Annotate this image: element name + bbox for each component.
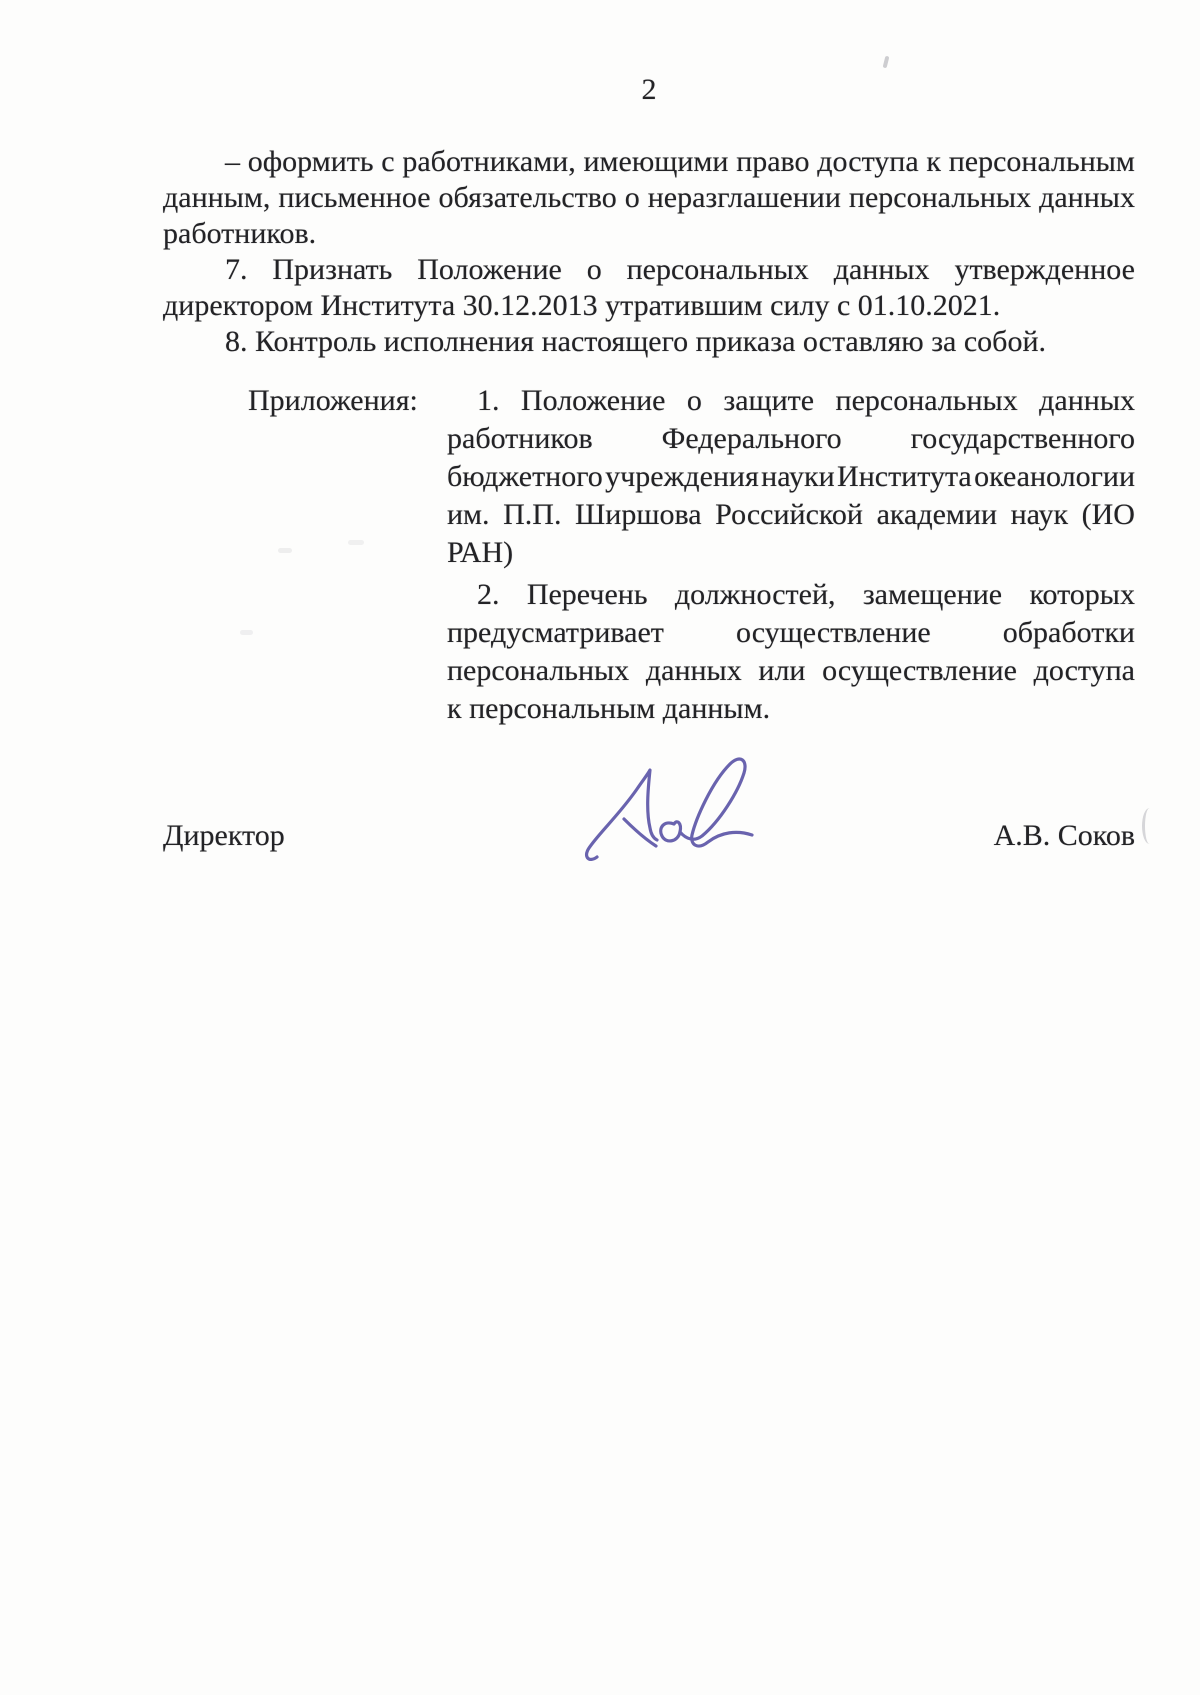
text-line: бюджетного учреждения науки Института океанологии — [447, 460, 1135, 493]
attachments-label: Приложения: — [248, 384, 418, 417]
text-column — [163, 0, 1135, 854]
text-line: 2. Перечень должностей, замещение которых — [477, 578, 1135, 611]
text-line: данным, письменное обязательство о неразглашении персональных данных — [163, 181, 1135, 214]
signatory-name: А.В. Соков — [993, 819, 1135, 852]
text-line: им. П.П. Ширшова Российской академии наук (ИО — [447, 498, 1135, 531]
scan-artifact — [1142, 808, 1157, 844]
text-line: работников Федерального государственного — [447, 422, 1135, 455]
text-line: работников. — [163, 217, 317, 250]
paragraph-7 — [163, 252, 1135, 324]
text-line: к персональным данным. — [447, 692, 771, 725]
handwritten-signature — [553, 727, 773, 867]
text-line: персональных данных или осуществление доступа — [447, 654, 1135, 687]
text-line: РАН) — [447, 536, 514, 569]
paragraph-8 — [163, 324, 1135, 360]
text-line: 1. Положение о защите персональных данных — [477, 384, 1135, 417]
attachments-items — [447, 382, 1135, 728]
text-line: 8. Контроль исполнения настоящего приказа оставляю за собой. — [225, 325, 1047, 358]
page-number: 2 — [641, 73, 657, 106]
text-line: директором Института 30.12.2013 утратившим силу с 01.10.2021. — [163, 289, 1001, 322]
attachment-item-1 — [447, 382, 1135, 572]
attachments-block — [163, 382, 1135, 728]
attachment-item-2 — [447, 576, 1135, 728]
text-line: – оформить с работниками, имеющими право доступа к персональным — [225, 145, 1135, 178]
text-line: предусматривает осуществление обработки — [447, 616, 1135, 649]
paragraph-dash — [163, 144, 1135, 252]
text-line: 7. Признать Положение о персональных данных утвержденное — [225, 253, 1135, 286]
signatory-role: Директор — [163, 819, 285, 852]
